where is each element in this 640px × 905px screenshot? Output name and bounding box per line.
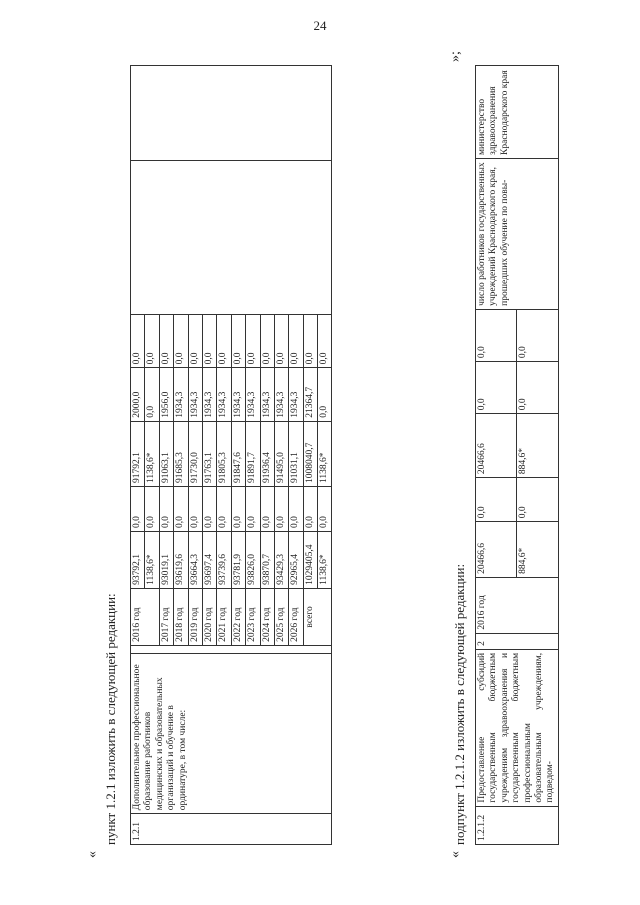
measure-name: Предоставление субсидий государственным бюджетным учреждениям здравоохранения и государственным бюджетным профессиональным образовательным учреждениям, подведом-: [476, 649, 559, 806]
close-quote: »;: [448, 51, 463, 62]
table-row: 2019 год 93664,3 0,0 91730,0 1934,3 0,0: [188, 66, 202, 845]
row-number: 1.2.1.2: [476, 806, 559, 844]
table-row: 2026 год 92965,4 0,0 91031,1 1934,3 0,0: [289, 66, 303, 845]
table-row: 1.2.1 Дополнительное профессиональное образование работников медицинских и образовательных организаций и обучение в ординатуре, в том числе: 2016 год 93792,1 0,0 91792,1 2000,0 0,0: [131, 66, 145, 845]
table-row: 2024 год 93870,7 0,0 91936,4 1934,3 0,0: [260, 66, 274, 845]
table-row: 1138,6* 0,0 1138,6* 0,0 0,0: [318, 66, 332, 845]
table-row: 2023 год 93826,0 0,0 91891,7 1934,3 0,0: [246, 66, 260, 845]
table-1: [130, 65, 332, 845]
indicator: число работников государственных учреждений Краснодарского края, прошедших обучение по повы-: [476, 158, 559, 309]
open-quote: «: [85, 851, 100, 858]
table-row: 2020 год 93697,4 0,0 91763,1 1934,3 0,0: [202, 66, 216, 845]
table-row: 884,6* 0,0 884,6* 0,0 0,0: [517, 66, 558, 845]
paragraph-2: подпункт 1.2.1.2 изложить в следующей редакции:: [452, 563, 467, 845]
funding-source: 2: [476, 633, 559, 649]
table-row: 2018 год 93619,6 0,0 91685,3 1934,3 0,0: [174, 66, 188, 845]
table-row: 1138,6* 0,0 1138,6* 0,0 0,0: [145, 66, 159, 845]
table-row: 2017 год 93019,1 0,0 91063,1 1956,0 0,0: [159, 66, 173, 845]
table-2: [475, 65, 559, 845]
row-number: 1.2.1: [131, 814, 332, 845]
measure-name: Дополнительное профессиональное образование работников медицинских и образовательных организаций и обучение в ординатуре, в том числе:: [131, 654, 332, 814]
executor: министерство здравоохранения Краснодарского края: [476, 66, 559, 159]
table-row: 2025 год 93429,3 0,0 91495,0 1934,3 0,0: [274, 66, 288, 845]
table-row: 2022 год 93781,9 0,0 91847,6 1934,3 0,0: [231, 66, 245, 845]
table-row: всего 1029405,4 0,0 1008040,7 21364,7 0,0: [303, 66, 317, 845]
page-number: 24: [313, 18, 327, 33]
table-row: 1.2.1.2 Предоставление субсидий государственным бюджетным учреждениям здравоохранения и государственным бюджетным профессиональным образовательным учреждениям, подведом- 2 2016 год 20466,6 0,0 20466,6 0,0 0,0 число работников государственных учреждений Краснодарского края, прошедших обучение по повы- министерство здравоохранения Краснодарского края: [476, 66, 517, 845]
paragraph-1: пункт 1.2.1 изложить в следующей редакции:: [103, 593, 118, 845]
table-row: 2021 год 93739,6 0,0 91805,3 1934,3 0,0: [217, 66, 231, 845]
open-quote-2: «: [448, 851, 463, 858]
